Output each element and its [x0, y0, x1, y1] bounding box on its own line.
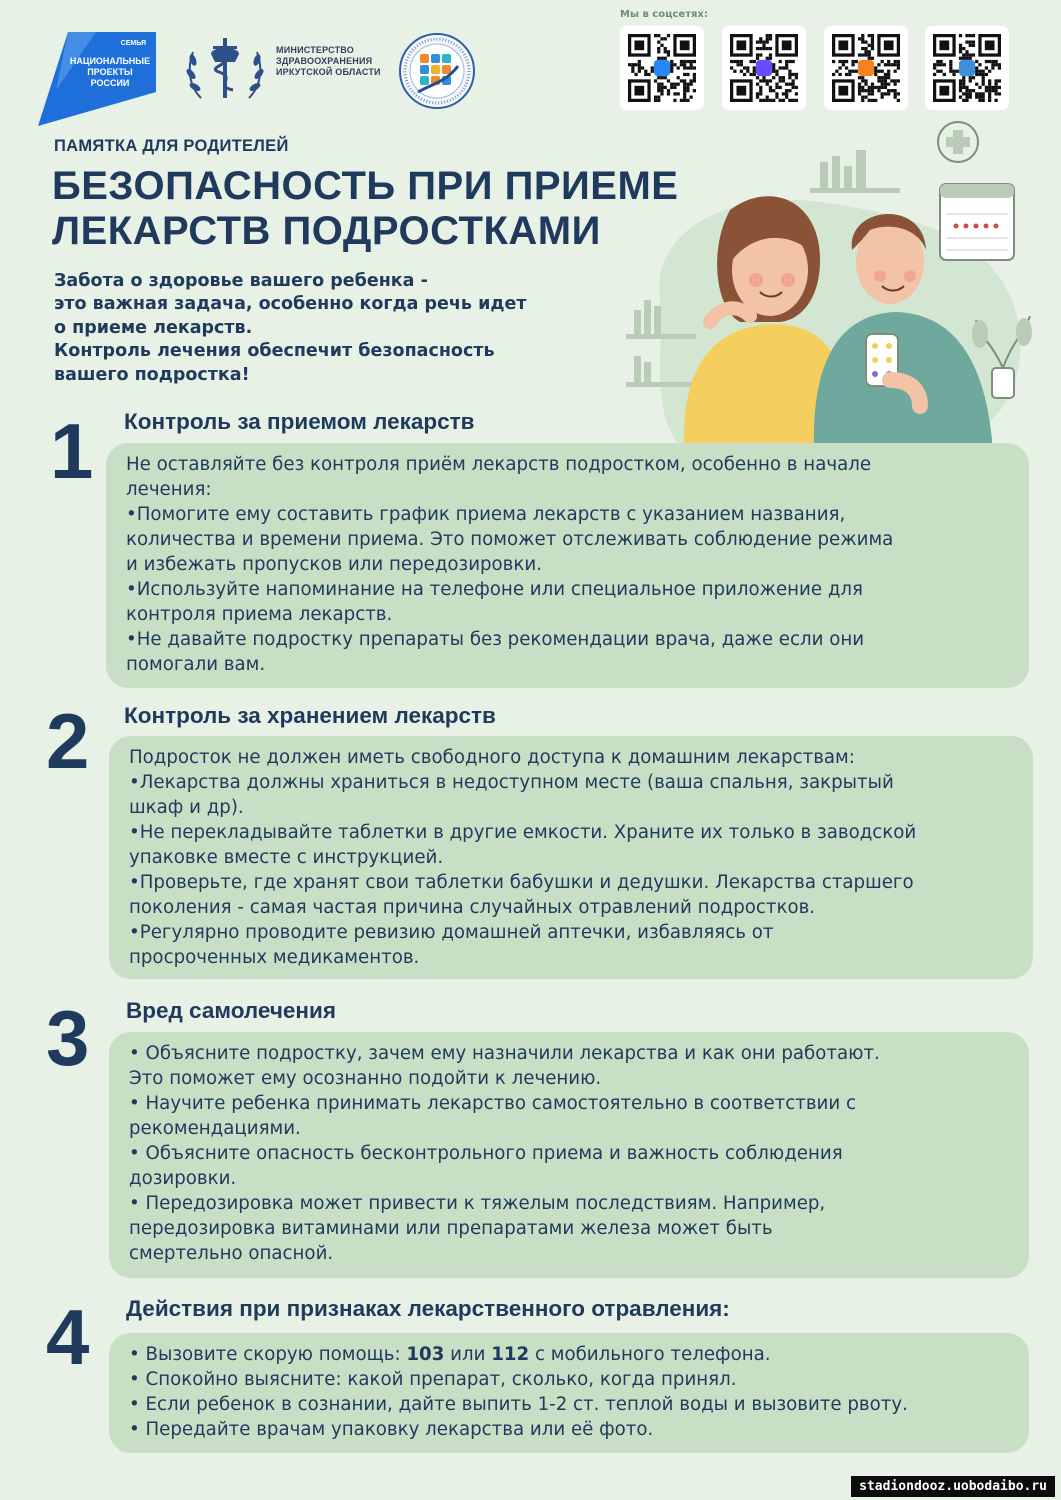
ministry-emblem-icon [183, 32, 267, 106]
qr-pattern-icon [730, 34, 798, 102]
section-2-line: упаковке вместе с инструкцией. [129, 847, 444, 868]
section-4-number: 4 [46, 1293, 90, 1381]
qr-code-vk[interactable] [620, 26, 704, 110]
np-logo-small-text: СЕМЬЯ [120, 40, 146, 47]
ministry-name [276, 45, 396, 78]
section-2-line: •Не перекладывайте таблетки в другие емкости. Храните их только в заводской [129, 822, 917, 843]
qr-code-ok[interactable] [824, 26, 908, 110]
section-1-line: и избежать пропусков или передозировки. [126, 554, 542, 575]
section-1-title: Контроль за приемом лекарств [124, 409, 475, 434]
ministry-line-2: ЗДРАВООХРАНЕНИЯ [276, 56, 373, 66]
call-line-suffix: с мобильного телефона. [529, 1344, 771, 1365]
section-2-line: Подросток не должен иметь свободного доступа к домашним лекарствам: [129, 747, 855, 768]
section-1-line: помогали вам. [126, 654, 266, 675]
section-4-line: • Передайте врачам упаковку лекарства или её фото. [129, 1419, 654, 1440]
section-4-card [109, 1333, 1029, 1453]
section-3-line: смертельно опасной. [129, 1243, 334, 1264]
section-1-number: 1 [50, 407, 94, 495]
section-3-title: Вред самолечения [126, 998, 336, 1023]
intro-line: Контроль лечения обеспечит безопасность [54, 341, 495, 362]
ministry-line-3: ИРКУТСКОЙ ОБЛАСТИ [276, 67, 381, 77]
section-3-card [109, 1032, 1029, 1278]
section-4-title: Действия при признаках лекарственного отравления: [126, 1296, 730, 1321]
call-line-prefix: • Вызовите скорую помощь: [129, 1344, 407, 1365]
section-1-line: Не оставляйте без контроля приём лекарств подростком, особенно в начале [126, 454, 872, 475]
section-3-line: передозировка витаминами или препаратами железа может быть [129, 1218, 773, 1239]
intro-paragraph [54, 270, 644, 387]
section-3-number: 3 [46, 994, 90, 1082]
social-label: Мы в соцсетях: [620, 9, 708, 20]
page-title-line-2: ЛЕКАРСТВ ПОДРОСТКАМИ [52, 209, 601, 253]
qr-pattern-icon [628, 34, 696, 102]
call-line-mid: или [444, 1344, 492, 1365]
qr-pattern-icon [832, 34, 900, 102]
section-3-line: Это поможет ему осознанно подойти к лечению. [129, 1068, 602, 1089]
section-1-line: количества и времени приема. Это поможет отслеживать соблюдение режима [126, 529, 894, 550]
national-projects-logo [38, 30, 156, 126]
np-logo-line-2: ПРОЕКТЫ [87, 67, 133, 77]
section-3-line: дозировки. [129, 1168, 237, 1189]
section-2-card [109, 736, 1033, 979]
qr-code-gov[interactable] [925, 26, 1009, 110]
section-4-line: • Если ребенок в сознании, дайте выпить 1-2 ст. теплой воды и вызовите рвоту. [129, 1394, 908, 1415]
np-logo-line-1: НАЦИОНАЛЬНЫЕ [69, 56, 151, 66]
intro-line: о приеме лекарств. [54, 317, 253, 338]
section-2-line: шкаф и др). [129, 797, 244, 818]
section-4-line: • Спокойно выясните: какой препарат, сколько, когда принял. [129, 1369, 737, 1390]
section-2-line: просроченных медикаментов. [129, 947, 420, 968]
section-2-number: 2 [46, 697, 90, 785]
section-2-line: •Лекарства должны храниться в недоступном месте (ваша спальня, закрытый [129, 772, 894, 793]
section-3-line: рекомендациями. [129, 1118, 301, 1139]
np-logo-line-3: РОССИИ [90, 78, 130, 88]
intro-line: вашего подростка! [54, 364, 250, 385]
kicker-text: ПАМЯТКА ДЛЯ РОДИТЕЛЕЙ [54, 137, 289, 155]
page-title-line-1: БЕЗОПАСНОСТЬ ПРИ ПРИЕМЕ [52, 164, 679, 208]
section-2-title: Контроль за хранением лекарств [124, 703, 496, 728]
health-center-logo [398, 32, 476, 110]
intro-line: это важная задача, особенно когда речь идет [54, 294, 527, 315]
section-1-line: лечения: [126, 479, 212, 500]
section-3-line: • Научите ребенка принимать лекарство самостоятельно в соответствии с [129, 1093, 856, 1114]
section-3-line: • Объясните подростку, зачем ему назначили лекарства и как они работают. [129, 1043, 880, 1064]
section-3-line: • Объясните опасность бесконтрольного приема и важность соблюдения [129, 1143, 843, 1164]
section-1-card [106, 443, 1029, 688]
qr-code-max[interactable] [722, 26, 806, 110]
section-2-line: поколения - самая частая причина случайных отравлений подростков. [129, 897, 816, 918]
section-1-line: •Не давайте подростку препараты без рекомендации врача, даже если они [126, 629, 865, 650]
emergency-number-103: 103 [406, 1344, 445, 1365]
footer-url[interactable]: stadiondooz.uobodaibo.ru [851, 1476, 1055, 1497]
section-4-call-line [129, 1342, 1015, 1367]
intro-line: Забота о здоровье вашего ребенка - [54, 271, 428, 291]
ministry-line-1: МИНИСТЕРСТВО [276, 45, 354, 55]
section-2-line: •Проверьте, где хранят свои таблетки бабушки и дедушки. Лекарства старшего [129, 872, 914, 893]
section-3-line: • Передозировка может привести к тяжелым последствиям. Например, [129, 1193, 826, 1214]
section-2-line: •Регулярно проводите ревизию домашней аптечки, избавляясь от [129, 922, 774, 943]
emergency-number-112: 112 [491, 1344, 530, 1365]
section-1-line: •Используйте напоминание на телефоне или специальное приложение для [126, 579, 863, 600]
section-1-line: контроля приема лекарств. [126, 604, 393, 625]
section-1-line: •Помогите ему составить график приема лекарств с указанием названия, [126, 504, 846, 525]
parent-teen-illustration [620, 110, 1040, 446]
qr-pattern-icon [933, 34, 1001, 102]
